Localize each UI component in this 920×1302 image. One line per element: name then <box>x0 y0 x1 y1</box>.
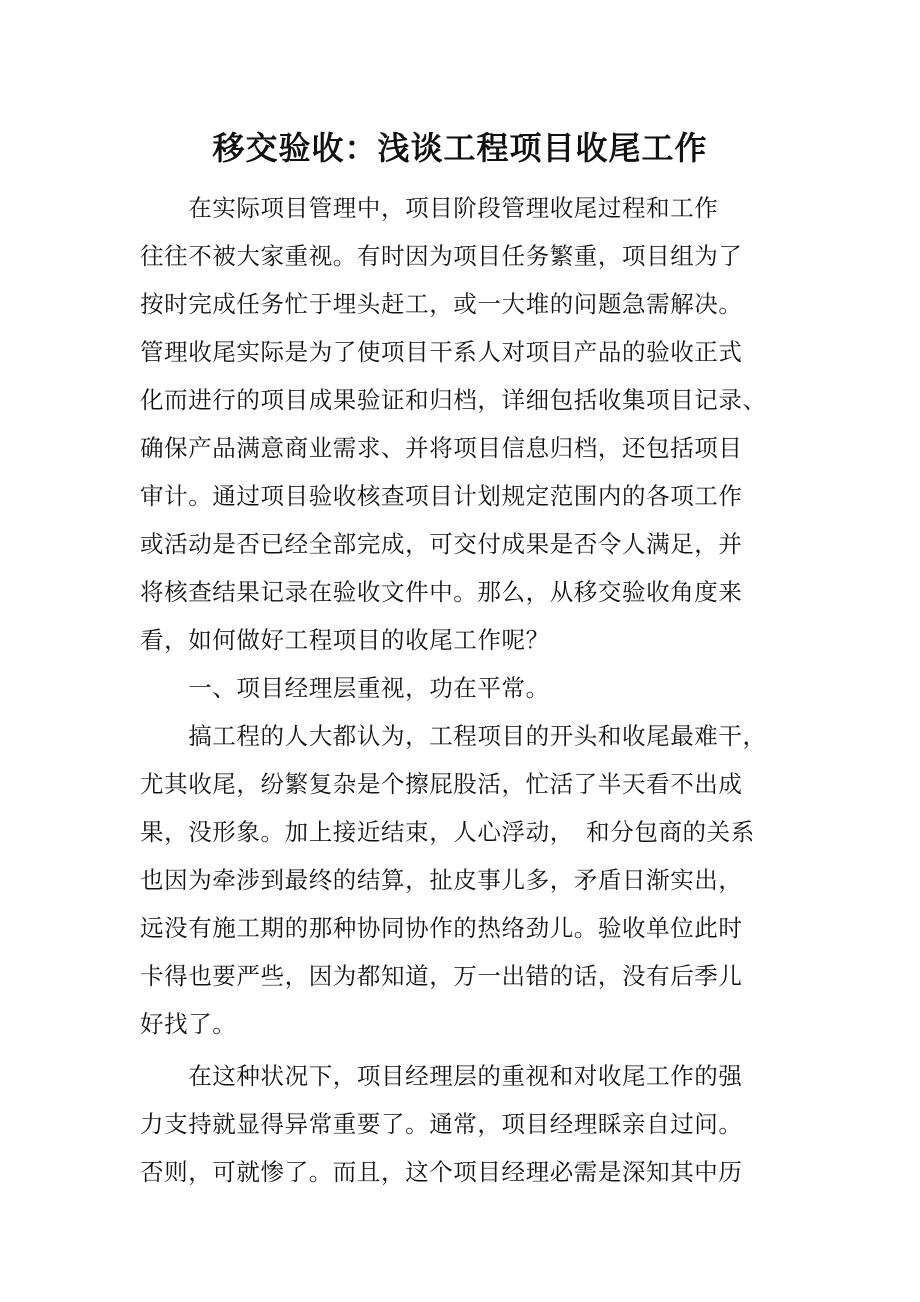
paragraph-line: 搞工程的人大都认为，工程项目的开头和收尾最难干， <box>140 722 767 750</box>
paragraph-line: 在实际项目管理中，项目阶段管理收尾过程和工作 <box>140 194 719 222</box>
paragraph-line: 在这种状况下，项目经理层的重视和对收尾工作的强 <box>140 1062 743 1090</box>
paragraph-line: 将核查结果记录在验收文件中。那么，从移交验收角度来 <box>140 578 743 606</box>
paragraph-line: 看，如何做好工程项目的收尾工作呢？ <box>140 626 550 654</box>
document-title: 移交验收：浅谈工程项目收尾工作 <box>212 129 708 167</box>
paragraph-line: 卡得也要严些，因为都知道，万一出错的话，没有后季儿 <box>140 962 743 990</box>
paragraph-line: 化而进行的项目成果验证和归档，详细包括收集项目记录、 <box>140 386 767 414</box>
paragraph-line: 好找了。 <box>140 1010 237 1038</box>
paragraph-line: 也因为牵涉到最终的结算，扯皮事儿多，矛盾日渐实出， <box>140 866 743 894</box>
paragraph-line: 往往不被大家重视。有时因为项目任务繁重，项目组为了 <box>140 242 743 270</box>
paragraph-line: 远没有施工期的那种协同协作的热络劲儿。验收单位此时 <box>140 914 743 942</box>
paragraph-line: 管理收尾实际是为了使项目干系人对项目产品的验收正式 <box>140 338 743 366</box>
section-heading: 一、项目经理层重视，功在平常。 <box>140 674 550 702</box>
paragraph-line: 确保产品满意商业需求、并将项目信息归档，还包括项目 <box>140 434 743 462</box>
paragraph-line: 力支持就显得异常重要了。通常，项目经理睬亲自过问。 <box>140 1110 743 1138</box>
paragraph-line: 否则，可就惨了。而且，这个项目经理必需是深知其中历 <box>140 1158 743 1186</box>
paragraph-line: 果，没形象。加上接近结束，人心浮动， 和分包商的关系 <box>140 818 755 846</box>
paragraph-line: 尤其收尾，纷繁复杂是个擦屁股活，忙活了半天看不出成 <box>140 770 743 798</box>
paragraph-line: 审计。通过项目验收核查项目计划规定范围内的各项工作 <box>140 482 743 510</box>
paragraph-line: 或活动是否已经全部完成，可交付成果是否令人满足，并 <box>140 530 743 558</box>
paragraph-line: 按时完成任务忙于埋头赶工，或一大堆的问题急需解决。 <box>140 290 743 318</box>
